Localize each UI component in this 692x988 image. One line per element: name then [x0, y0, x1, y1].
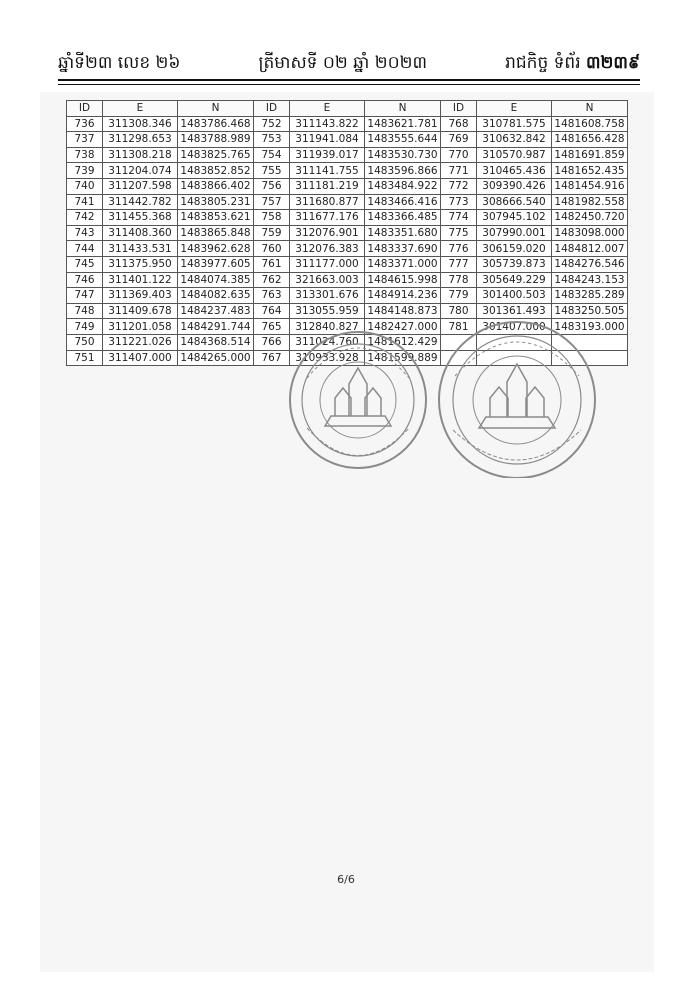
- official-seals: [285, 318, 610, 478]
- table-cell: 311177.000: [290, 256, 365, 272]
- table-cell: 1483596.866: [365, 163, 441, 179]
- table-cell: 1484082.635: [178, 288, 254, 304]
- table-cell: 309390.426: [477, 178, 552, 194]
- table-cell: 781: [441, 319, 477, 335]
- table-row: [67, 147, 628, 163]
- table-cell: 311024.760: [290, 334, 365, 350]
- table-cell: 744: [67, 241, 103, 257]
- table-cell: 305649.229: [477, 272, 552, 288]
- table-cell: 1484074.385: [178, 272, 254, 288]
- table-cell: 311939.017: [290, 147, 365, 163]
- table-cell: 741: [67, 194, 103, 210]
- table-cell: 771: [441, 163, 477, 179]
- table-cell: 1481608.758: [552, 116, 628, 132]
- table-cell: 767: [254, 350, 290, 366]
- col-header: ID: [254, 101, 290, 117]
- table-cell: 762: [254, 272, 290, 288]
- table-row: [67, 116, 628, 132]
- table-cell: 1483193.000: [552, 319, 628, 335]
- header-rule-thin: [58, 84, 640, 85]
- table-cell: 737: [67, 132, 103, 148]
- table-header-row: [67, 101, 628, 117]
- table-cell: 1483853.621: [178, 210, 254, 226]
- table-cell: 311298.653: [103, 132, 178, 148]
- table-row: [67, 241, 628, 257]
- table-cell: 311221.026: [103, 334, 178, 350]
- table-cell: 1483805.231: [178, 194, 254, 210]
- table-cell: 1484237.483: [178, 303, 254, 319]
- table-cell: 1481599.889: [365, 350, 441, 366]
- table-cell: 764: [254, 303, 290, 319]
- table-cell: 1483621.781: [365, 116, 441, 132]
- table-cell: 307990.001: [477, 225, 552, 241]
- table-cell: 1483555.644: [365, 132, 441, 148]
- table-cell: 1483866.402: [178, 178, 254, 194]
- table-cell: 749: [67, 319, 103, 335]
- table-cell: 765: [254, 319, 290, 335]
- table-cell: 1483337.690: [365, 241, 441, 257]
- table-cell: 311207.598: [103, 178, 178, 194]
- table-cell: 306159.020: [477, 241, 552, 257]
- table-cell: 311201.058: [103, 319, 178, 335]
- col-header: N: [552, 101, 628, 117]
- table-cell: 312076.901: [290, 225, 365, 241]
- table-cell: 736: [67, 116, 103, 132]
- page-reference-number: ៣២៣៩: [586, 52, 640, 73]
- table-cell: 750: [67, 334, 103, 350]
- table-cell: 321663.003: [290, 272, 365, 288]
- table-cell: 1483962.628: [178, 241, 254, 257]
- table-cell: 779: [441, 288, 477, 304]
- table-cell: 311680.877: [290, 194, 365, 210]
- table-cell: 760: [254, 241, 290, 257]
- table-row: [67, 194, 628, 210]
- table-cell: 1483371.000: [365, 256, 441, 272]
- table-cell: 1484291.744: [178, 319, 254, 335]
- table-cell: 311677.176: [290, 210, 365, 226]
- table-cell: 757: [254, 194, 290, 210]
- table-cell: 770: [441, 147, 477, 163]
- table-cell: 1483977.605: [178, 256, 254, 272]
- table-row: [67, 132, 628, 148]
- table-cell: 311204.074: [103, 163, 178, 179]
- table-cell: 746: [67, 272, 103, 288]
- seal-right: [439, 322, 595, 478]
- table-cell: 311941.084: [290, 132, 365, 148]
- table-cell: 745: [67, 256, 103, 272]
- table-cell: 1481454.916: [552, 178, 628, 194]
- table-cell: 311409.678: [103, 303, 178, 319]
- table-cell: 1484148.873: [365, 303, 441, 319]
- table-cell: 766: [254, 334, 290, 350]
- table-cell: 311375.950: [103, 256, 178, 272]
- table-row: [67, 178, 628, 194]
- table-cell: 1483865.848: [178, 225, 254, 241]
- table-cell: 763: [254, 288, 290, 304]
- table-cell: 759: [254, 225, 290, 241]
- table-cell: 311141.755: [290, 163, 365, 179]
- table-cell: 311433.531: [103, 241, 178, 257]
- table-cell: 1484265.000: [178, 350, 254, 366]
- table-row: [67, 303, 628, 319]
- table-cell: 747: [67, 288, 103, 304]
- table-cell: 310632.842: [477, 132, 552, 148]
- table-cell: 305739.873: [477, 256, 552, 272]
- table-cell: 1481691.859: [552, 147, 628, 163]
- table-cell: 1481982.558: [552, 194, 628, 210]
- table-cell: 773: [441, 194, 477, 210]
- table-cell: 1483250.505: [552, 303, 628, 319]
- table-cell: 1484615.998: [365, 272, 441, 288]
- table-cell: 742: [67, 210, 103, 226]
- col-header: ID: [67, 101, 103, 117]
- table-cell: 761: [254, 256, 290, 272]
- table-row: [67, 210, 628, 226]
- table-cell: 774: [441, 210, 477, 226]
- col-header: N: [365, 101, 441, 117]
- table-cell: 313301.676: [290, 288, 365, 304]
- table-cell: 756: [254, 178, 290, 194]
- table-cell: 308666.540: [477, 194, 552, 210]
- table-cell: 743: [67, 225, 103, 241]
- table-cell: 768: [441, 116, 477, 132]
- table-cell: 312840.827: [290, 319, 365, 335]
- table-cell: 313055.959: [290, 303, 365, 319]
- table-cell: 751: [67, 350, 103, 366]
- table-cell: 1483786.468: [178, 116, 254, 132]
- table-row: [67, 256, 628, 272]
- table-cell: 780: [441, 303, 477, 319]
- table-cell: 1483484.922: [365, 178, 441, 194]
- table-cell: 310781.575: [477, 116, 552, 132]
- table-cell: 772: [441, 178, 477, 194]
- table-cell: 301407.000: [477, 319, 552, 335]
- table-cell: 312076.383: [290, 241, 365, 257]
- table-cell: 310933.928: [290, 350, 365, 366]
- col-header: E: [103, 101, 178, 117]
- table-cell: 311308.346: [103, 116, 178, 132]
- table-cell: 1484276.546: [552, 256, 628, 272]
- table-row: [67, 288, 628, 304]
- table-cell: 1484243.153: [552, 272, 628, 288]
- table-cell: 776: [441, 241, 477, 257]
- col-header: E: [290, 101, 365, 117]
- table-cell: 1481652.435: [552, 163, 628, 179]
- table-cell: 748: [67, 303, 103, 319]
- table-cell: 1484914.236: [365, 288, 441, 304]
- table-cell: 1482427.000: [365, 319, 441, 335]
- page-reference-label: រាជកិច្ច ទំព័រ: [505, 52, 581, 73]
- table-cell: 1483366.485: [365, 210, 441, 226]
- table-cell: 753: [254, 132, 290, 148]
- table-cell: 1483351.680: [365, 225, 441, 241]
- table-cell: 1484368.514: [178, 334, 254, 350]
- seal-left: [290, 332, 426, 468]
- table-cell: 740: [67, 178, 103, 194]
- table-cell: 311401.122: [103, 272, 178, 288]
- table-cell: 1481612.429: [365, 334, 441, 350]
- table-cell: 754: [254, 147, 290, 163]
- table-cell: 311407.000: [103, 350, 178, 366]
- table-cell: 311143.822: [290, 116, 365, 132]
- table-cell: 310570.987: [477, 147, 552, 163]
- table-cell: 1483098.000: [552, 225, 628, 241]
- table-cell: 311308.218: [103, 147, 178, 163]
- table-cell: 311408.360: [103, 225, 178, 241]
- table-cell: 1481656.428: [552, 132, 628, 148]
- table-cell: 311369.403: [103, 288, 178, 304]
- issue-label: ឆ្នាំទី២៣ លេខ ២៦: [58, 52, 181, 73]
- table-row: [67, 163, 628, 179]
- table-cell: 1483530.730: [365, 147, 441, 163]
- table-cell: 301400.503: [477, 288, 552, 304]
- table-cell: 307945.102: [477, 210, 552, 226]
- table-cell: 769: [441, 132, 477, 148]
- table-cell: 310465.436: [477, 163, 552, 179]
- table-cell: 775: [441, 225, 477, 241]
- header-rule-thick: [58, 79, 640, 81]
- table-cell: 1482450.720: [552, 210, 628, 226]
- table-cell: 311181.219: [290, 178, 365, 194]
- table-row: [67, 225, 628, 241]
- table-row: [67, 272, 628, 288]
- col-header: ID: [441, 101, 477, 117]
- table-cell: 755: [254, 163, 290, 179]
- table-cell: 738: [67, 147, 103, 163]
- table-cell: 1483466.416: [365, 194, 441, 210]
- table-cell: 1484812.007: [552, 241, 628, 257]
- table-cell: 752: [254, 116, 290, 132]
- quarter-label: ត្រីមាសទី ០២ ឆ្នាំ ២០២៣: [258, 52, 428, 73]
- gazette-header: [58, 48, 640, 80]
- table-cell: 739: [67, 163, 103, 179]
- page-reference: [505, 52, 640, 77]
- table-cell: 778: [441, 272, 477, 288]
- table-cell: 301361.493: [477, 303, 552, 319]
- page-number: 6/6: [337, 873, 355, 886]
- col-header: E: [477, 101, 552, 117]
- col-header: N: [178, 101, 254, 117]
- table-cell: 311442.782: [103, 194, 178, 210]
- table-cell: 1483285.289: [552, 288, 628, 304]
- table-cell: 1483852.852: [178, 163, 254, 179]
- table-cell: 1483825.765: [178, 147, 254, 163]
- table-cell: 1483788.989: [178, 132, 254, 148]
- table-cell: 777: [441, 256, 477, 272]
- table-cell: 311455.368: [103, 210, 178, 226]
- table-cell: 758: [254, 210, 290, 226]
